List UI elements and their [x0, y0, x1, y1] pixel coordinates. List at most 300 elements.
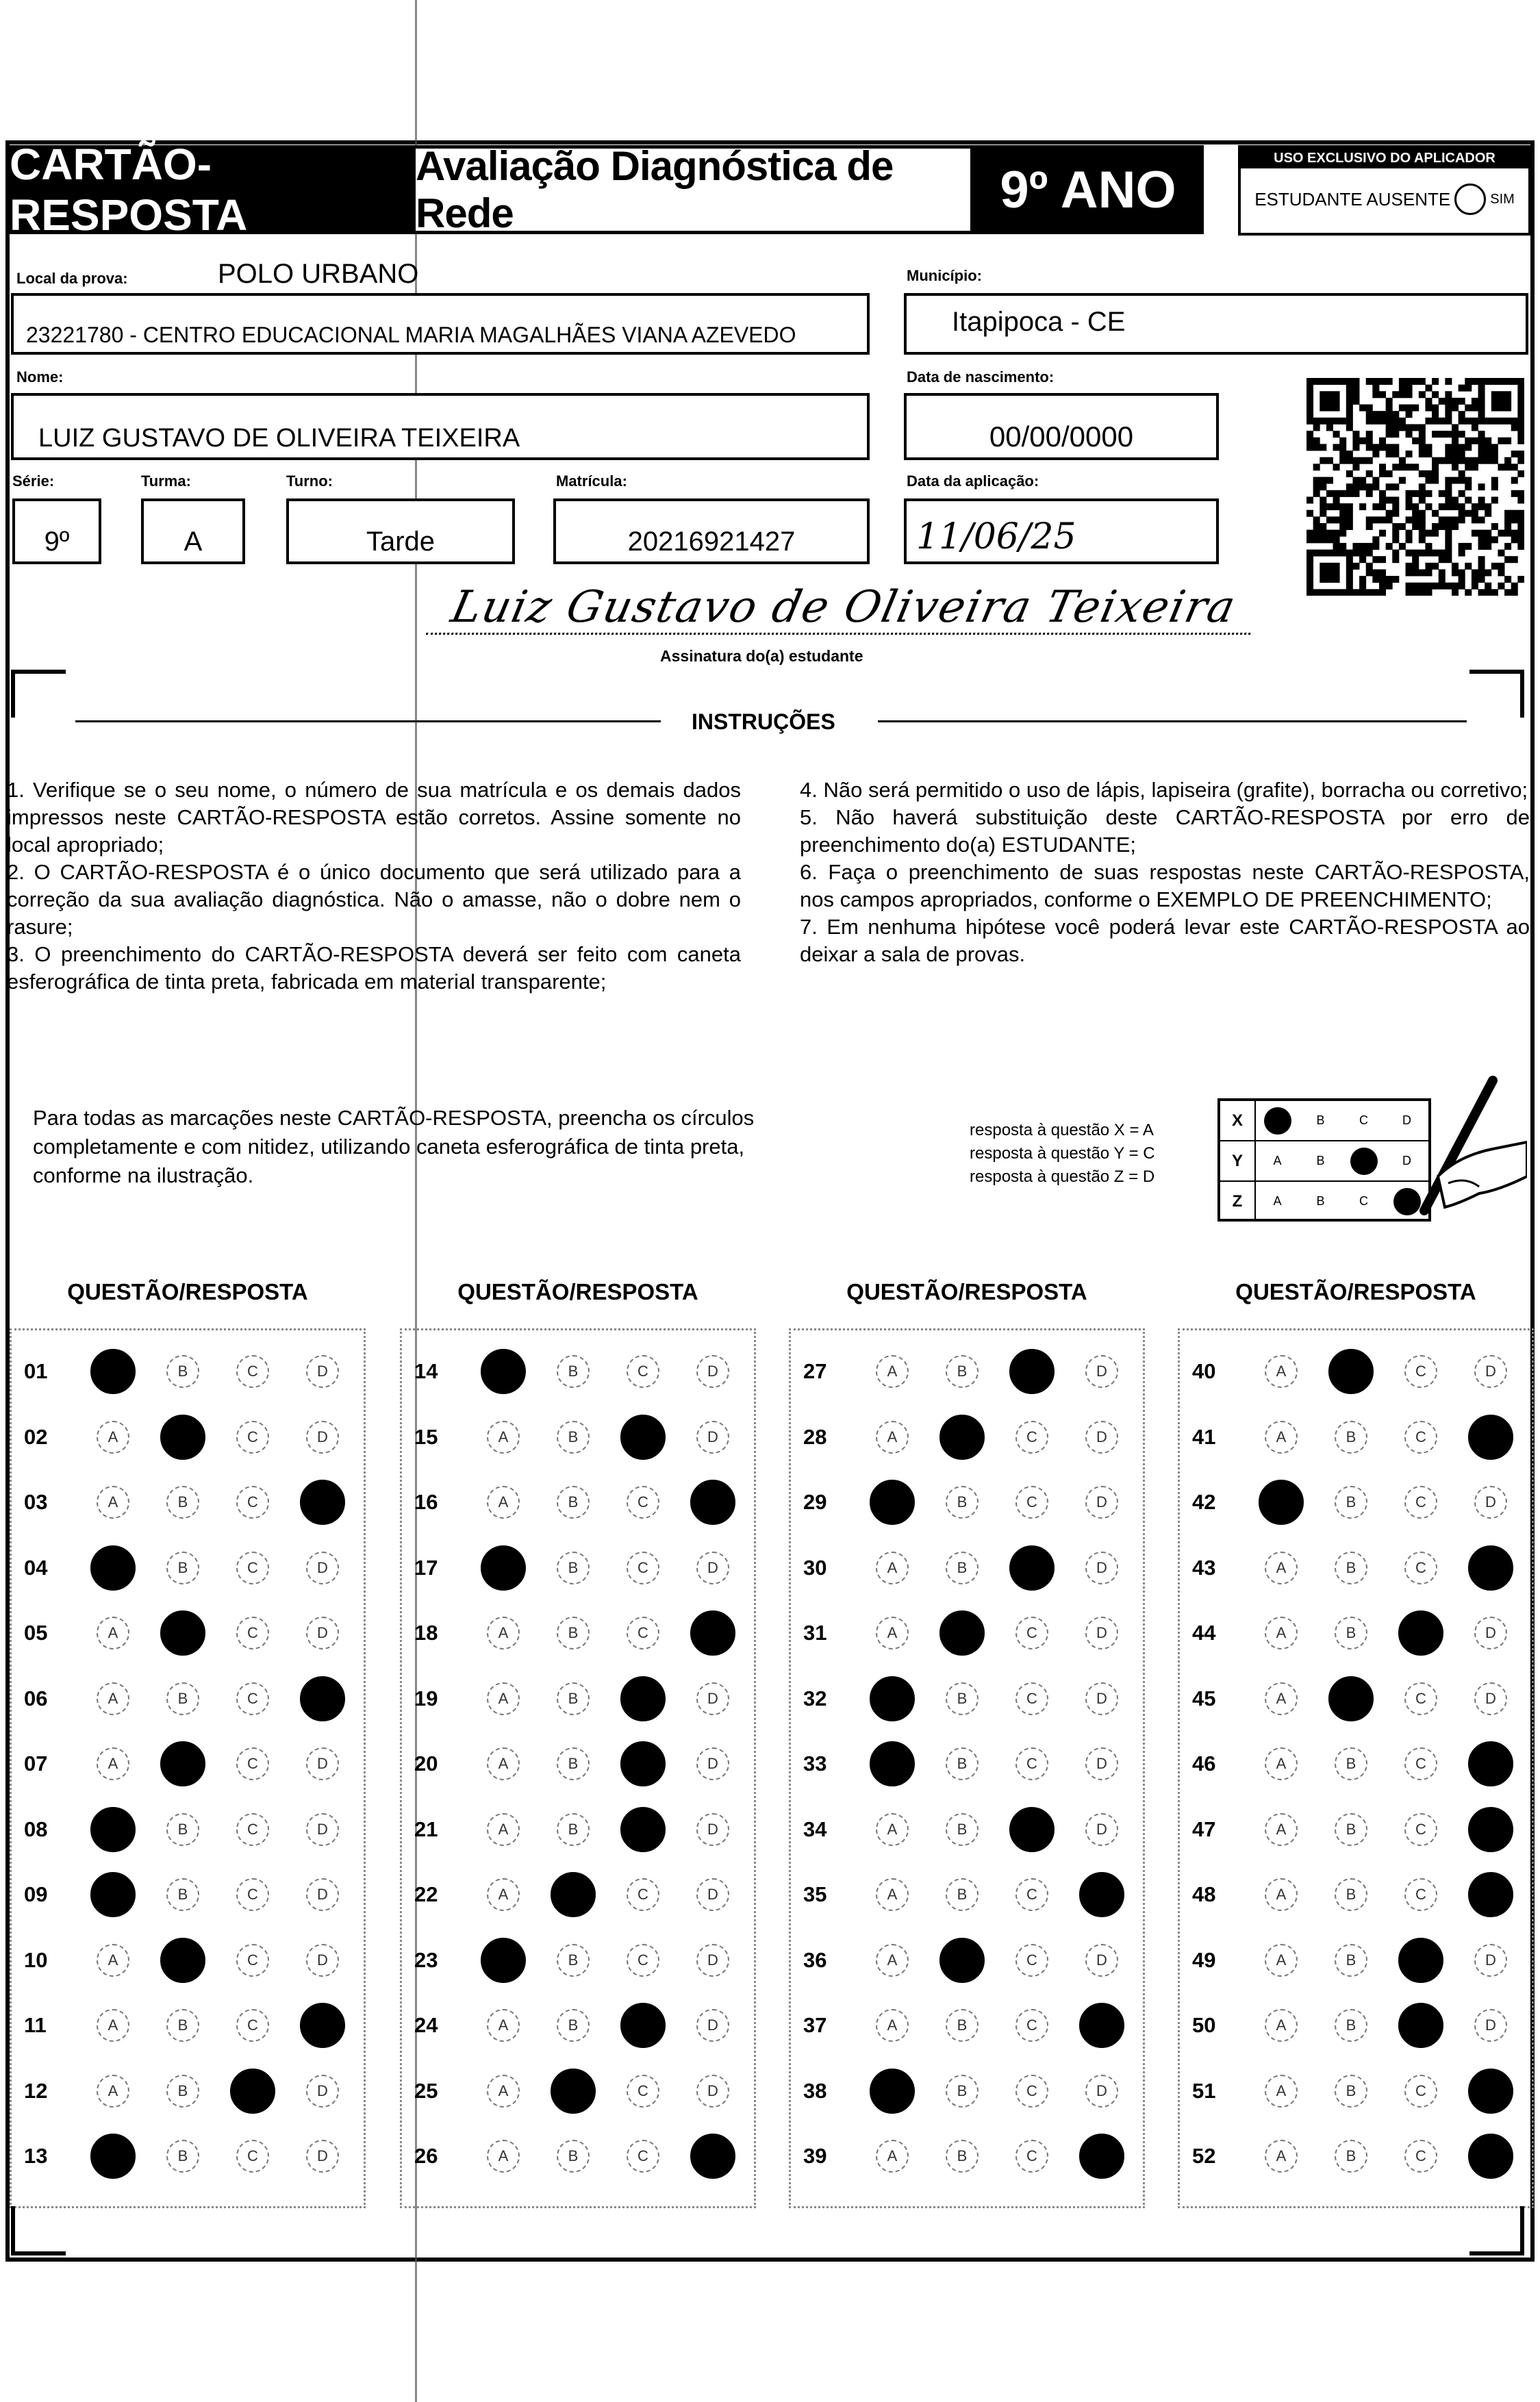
pen-hand-icon — [1397, 1074, 1527, 1231]
answer-bubble-d[interactable]: D — [1085, 1944, 1118, 1977]
answer-bubble-a[interactable]: A — [487, 2009, 520, 2042]
answer-bubble-a[interactable]: A — [487, 1813, 520, 1846]
answer-bubble-c[interactable]: C — [1404, 1682, 1437, 1715]
answer-bubble-d[interactable]: D — [1085, 1617, 1118, 1649]
answer-bubble-a[interactable]: A — [97, 1682, 129, 1715]
instruction-item: 3. O preenchimento do CARTÃO-RESPOSTA deverá ser feito com caneta esferográfica de tinta preta, fabricada em material transparente; — [7, 942, 741, 994]
answer-bubble-d[interactable]: D — [1085, 1682, 1118, 1715]
answer-bubble-b[interactable]: B — [1335, 1617, 1367, 1649]
answer-bubble-b[interactable]: B — [1335, 1486, 1367, 1519]
answer-bubble-a[interactable]: A — [876, 1878, 909, 1911]
answer-bubble-d[interactable]: D — [1085, 1355, 1118, 1388]
answer-bubble-c[interactable]: C — [236, 1944, 269, 1977]
answer-bubble-d[interactable]: D — [696, 1552, 729, 1584]
answer-bubble-c[interactable] — [1398, 1938, 1443, 1983]
answer-bubble-c[interactable]: C — [236, 2140, 269, 2173]
answer-row — [12, 1410, 364, 1465]
answer-bubble-d[interactable] — [1468, 1807, 1513, 1852]
turma-label: Turma: — [141, 472, 191, 490]
answer-bubble-b[interactable]: B — [946, 1682, 979, 1715]
answer-bubble-d[interactable]: D — [1474, 1617, 1507, 1649]
answer-bubble-d[interactable]: D — [696, 1682, 729, 1715]
answer-bubble-a[interactable] — [481, 1938, 526, 1983]
answer-bubble-b[interactable] — [160, 1938, 205, 1983]
answer-bubble-d[interactable]: D — [306, 1813, 339, 1846]
municipio-label: Município: — [907, 267, 982, 284]
answer-bubble-b[interactable] — [1328, 1676, 1374, 1721]
answer-bubble-d[interactable] — [300, 1676, 345, 1721]
answer-bubble-b[interactable]: B — [557, 1747, 590, 1780]
applicator-only-label: USO EXCLUSIVO DO APLICADOR — [1241, 148, 1528, 168]
answer-bubble-d[interactable] — [690, 1610, 735, 1656]
answer-bubble-c[interactable] — [1009, 1349, 1055, 1394]
answer-bubble-b[interactable]: B — [1335, 1421, 1367, 1454]
answer-bubble-b[interactable]: B — [557, 2140, 590, 2173]
example-bubble: D — [1402, 1154, 1411, 1167]
answer-bubble-c[interactable]: C — [1404, 1486, 1437, 1519]
answer-row — [1180, 1671, 1532, 1726]
answer-bubble-c[interactable]: C — [1404, 2075, 1437, 2108]
answer-bubble-d[interactable]: D — [306, 1552, 339, 1584]
answer-bubble-d[interactable]: D — [1474, 1944, 1507, 1977]
answer-bubble-a[interactable] — [870, 1676, 915, 1721]
answer-bubble-a[interactable]: A — [97, 2009, 129, 2042]
answer-bubble-b[interactable]: B — [1335, 1878, 1367, 1911]
answer-row — [791, 1606, 1143, 1660]
answer-bubble-d[interactable]: D — [1085, 1421, 1118, 1454]
question-number: 25 — [414, 2078, 438, 2103]
answer-bubble-c[interactable] — [620, 1807, 666, 1852]
answer-bubble-b[interactable]: B — [557, 1486, 590, 1519]
answer-bubble-d[interactable]: D — [696, 1878, 729, 1911]
question-number: 10 — [24, 1947, 48, 1972]
answer-bubble-c[interactable]: C — [236, 1486, 269, 1519]
answer-bubble-b[interactable] — [160, 1415, 205, 1460]
answer-bubble-c[interactable]: C — [627, 1355, 659, 1388]
answer-bubble-d[interactable]: D — [306, 1421, 339, 1454]
answer-bubble-c[interactable]: C — [1015, 1878, 1048, 1911]
answer-bubble-c[interactable] — [1009, 1545, 1055, 1591]
answer-bubble-a[interactable]: A — [1265, 1421, 1298, 1454]
answer-bubble-a[interactable]: A — [97, 1617, 129, 1649]
answer-bubble-a[interactable] — [90, 1872, 136, 1917]
question-number: 13 — [24, 2144, 48, 2168]
answer-bubble-a[interactable]: A — [487, 1617, 520, 1649]
answer-bubble-b[interactable] — [939, 1610, 985, 1656]
answer-row — [1180, 1344, 1532, 1399]
answer-bubble-d[interactable] — [300, 2003, 345, 2048]
answer-bubble-c[interactable]: C — [627, 1552, 659, 1584]
answer-row — [402, 1736, 754, 1791]
answer-bubble-a[interactable]: A — [876, 2009, 909, 2042]
question-number: 23 — [414, 1947, 438, 1972]
answer-bubble-c[interactable]: C — [236, 1355, 269, 1388]
answer-bubble-a[interactable]: A — [876, 1421, 909, 1454]
answer-bubble-d[interactable] — [1468, 1415, 1513, 1460]
answer-bubble-d[interactable] — [1079, 2134, 1124, 2179]
answer-bubble-b[interactable]: B — [946, 1878, 979, 1911]
answer-bubble-b[interactable]: B — [1335, 1944, 1367, 1977]
answer-bubble-c[interactable]: C — [236, 2009, 269, 2042]
answer-bubble-d[interactable]: D — [696, 1944, 729, 1977]
answer-bubble-d[interactable]: D — [306, 1355, 339, 1388]
answer-bubble-b[interactable]: B — [557, 2009, 590, 2042]
question-number: 05 — [24, 1621, 48, 1645]
example-bubble: C — [1359, 1194, 1368, 1208]
answer-row — [402, 2064, 754, 2119]
example-bubble — [1264, 1107, 1291, 1135]
answer-bubble-b[interactable]: B — [946, 2009, 979, 2042]
local-value: POLO URBANO — [218, 259, 419, 289]
answer-bubble-a[interactable]: A — [487, 1878, 520, 1911]
nome-field — [11, 393, 870, 460]
answer-bubble-a[interactable]: A — [97, 2075, 129, 2108]
answer-bubble-b[interactable]: B — [166, 2075, 199, 2108]
answer-bubble-c[interactable]: C — [1404, 1421, 1437, 1454]
answer-bubble-d[interactable]: D — [306, 1617, 339, 1649]
answer-bubble-b[interactable] — [939, 1415, 985, 1460]
answer-bubble-c[interactable]: C — [236, 1747, 269, 1780]
answer-bubble-b[interactable]: B — [557, 1421, 590, 1454]
answer-bubble-d[interactable]: D — [1474, 2009, 1507, 2042]
answer-bubble-b[interactable]: B — [1335, 2075, 1367, 2108]
answer-bubble-d[interactable]: D — [306, 1944, 339, 1977]
answer-bubble-d[interactable] — [1079, 2003, 1124, 2048]
serie-value: 9º — [44, 527, 70, 557]
answer-bubble-d[interactable] — [300, 1480, 345, 1525]
answer-bubble-c[interactable]: C — [1015, 2009, 1048, 2042]
card-title: CARTÃO-RESPOSTA — [10, 145, 414, 234]
question-number: 30 — [803, 1555, 827, 1580]
question-number: 43 — [1192, 1555, 1216, 1580]
answer-bubble-c[interactable]: C — [1015, 1421, 1048, 1454]
answer-bubble-d[interactable] — [1468, 1872, 1513, 1917]
answer-bubble-d[interactable] — [1468, 2069, 1513, 2114]
school-field — [11, 293, 870, 355]
question-number: 09 — [24, 1882, 48, 1906]
answer-row — [791, 1410, 1143, 1465]
answer-bubble-c[interactable]: C — [1404, 1747, 1437, 1780]
answer-bubble-b[interactable]: B — [557, 1682, 590, 1715]
answer-bubble-c[interactable] — [620, 1415, 666, 1460]
answer-bubble-b[interactable]: B — [946, 2140, 979, 2173]
answer-bubble-c[interactable]: C — [1015, 1486, 1048, 1519]
answer-bubble-d[interactable]: D — [696, 1747, 729, 1780]
answer-bubble-d[interactable]: D — [1085, 1552, 1118, 1584]
column-header: QUESTÃO/RESPOSTA — [1235, 1279, 1476, 1304]
answer-bubble-b[interactable] — [551, 1872, 596, 1917]
answer-row — [1180, 1541, 1532, 1595]
answer-bubble-b[interactable]: B — [946, 1355, 979, 1388]
question-number: 33 — [803, 1752, 827, 1775]
answer-bubble-c[interactable]: C — [1404, 2140, 1437, 2173]
example-bubble: D — [1402, 1113, 1411, 1127]
question-number: 03 — [24, 1490, 48, 1514]
answer-bubble-c[interactable]: C — [627, 1486, 659, 1519]
question-number: 18 — [414, 1621, 438, 1645]
answer-bubble-a[interactable] — [90, 2134, 136, 2179]
answer-bubble-b[interactable]: B — [1335, 2140, 1367, 2173]
answer-bubble-b[interactable]: B — [166, 1878, 199, 1911]
answer-bubble-c[interactable]: C — [236, 1682, 269, 1715]
answer-bubble-c[interactable]: C — [236, 1552, 269, 1584]
answer-bubble-c[interactable]: C — [1015, 1682, 1048, 1715]
answer-bubble-a[interactable]: A — [1265, 1552, 1298, 1584]
example-bubble: B — [1316, 1113, 1325, 1127]
question-number: 02 — [24, 1424, 48, 1449]
absent-checkbox[interactable] — [1454, 184, 1486, 215]
answer-bubble-c[interactable]: C — [1404, 1552, 1437, 1584]
answer-bubble-d[interactable]: D — [696, 1813, 729, 1846]
answer-bubble-a[interactable]: A — [1265, 1813, 1298, 1846]
answer-bubble-c[interactable]: C — [1404, 1813, 1437, 1846]
answer-bubble-b[interactable] — [160, 1741, 205, 1786]
answer-bubble-b[interactable]: B — [166, 1813, 199, 1846]
answer-bubble-b[interactable]: B — [946, 1552, 979, 1584]
answer-bubble-c[interactable]: C — [236, 1421, 269, 1454]
answer-bubble-b[interactable]: B — [946, 1813, 979, 1846]
answer-bubble-a[interactable]: A — [97, 1944, 129, 1977]
answer-bubble-c[interactable]: C — [236, 1878, 269, 1911]
answer-bubble-d[interactable]: D — [696, 1355, 729, 1388]
example-bubble: A — [1273, 1154, 1282, 1167]
question-number: 39 — [803, 2144, 827, 2168]
answer-bubble-b[interactable]: B — [166, 1486, 199, 1519]
answer-bubble-b[interactable] — [939, 1938, 985, 1983]
answer-bubble-a[interactable]: A — [487, 1682, 520, 1715]
column-header: QUESTÃO/RESPOSTA — [67, 1279, 308, 1304]
answer-bubble-a[interactable]: A — [487, 2140, 520, 2173]
answer-bubble-b[interactable]: B — [1335, 1813, 1367, 1846]
question-number: 29 — [803, 1490, 827, 1514]
answer-row — [402, 1867, 754, 1922]
local-label: Local da prova: — [16, 270, 128, 287]
answer-row — [1180, 1736, 1532, 1791]
answer-bubble-a[interactable] — [90, 1545, 136, 1591]
answer-bubble-a[interactable] — [90, 1349, 136, 1394]
instructions-title: INSTRUÇÕES — [692, 709, 835, 734]
answer-bubble-c[interactable] — [620, 1741, 666, 1786]
answer-row — [1180, 1802, 1532, 1857]
answer-bubble-a[interactable]: A — [1265, 1617, 1298, 1649]
nome-value: LUIZ GUSTAVO DE OLIVEIRA TEIXEIRA — [38, 424, 520, 453]
instruction-item: 2. O CARTÃO-RESPOSTA é o único documento que será utilizado para a correção da sua avaliação diagnóstica. Não o amasse, não o dobre nem o rasure; — [7, 860, 741, 939]
answer-bubble-d[interactable] — [1468, 1545, 1513, 1591]
answer-bubble-a[interactable] — [870, 2069, 915, 2114]
answer-bubble-c[interactable]: C — [627, 2140, 659, 2173]
question-number: 27 — [803, 1359, 827, 1383]
answer-bubble-d[interactable] — [690, 2134, 735, 2179]
question-number: 07 — [24, 1752, 48, 1775]
answer-bubble-d[interactable]: D — [1085, 1486, 1118, 1519]
answer-bubble-d[interactable] — [1468, 1741, 1513, 1786]
answer-bubble-b[interactable]: B — [166, 1552, 199, 1584]
answer-bubble-a[interactable]: A — [1265, 1944, 1298, 1977]
answer-bubble-c[interactable] — [230, 2069, 275, 2114]
answer-bubble-c[interactable]: C — [1015, 1617, 1048, 1649]
answer-bubble-a[interactable]: A — [876, 1944, 909, 1977]
answer-bubble-b[interactable]: B — [557, 1813, 590, 1846]
answer-bubble-d[interactable]: D — [1085, 1813, 1118, 1846]
answer-bubble-a[interactable]: A — [97, 1421, 129, 1454]
corner-mark — [11, 2206, 66, 2255]
answer-bubble-d[interactable]: D — [306, 1878, 339, 1911]
answer-bubble-b[interactable]: B — [557, 1944, 590, 1977]
answer-row — [791, 1736, 1143, 1791]
answer-bubble-b[interactable] — [551, 2069, 596, 2114]
answer-bubble-d[interactable]: D — [1474, 1486, 1507, 1519]
answer-bubble-a[interactable]: A — [1265, 1682, 1298, 1715]
answer-bubble-c[interactable] — [1398, 1610, 1443, 1656]
answer-bubble-b[interactable]: B — [1335, 2009, 1367, 2042]
answer-bubble-b[interactable]: B — [946, 2075, 979, 2108]
answer-bubble-a[interactable]: A — [487, 1421, 520, 1454]
answer-bubble-d[interactable] — [690, 1480, 735, 1525]
answer-bubble-a[interactable]: A — [1265, 1747, 1298, 1780]
question-number: 04 — [24, 1555, 48, 1580]
answer-bubble-a[interactable] — [1259, 1480, 1304, 1525]
answer-bubble-a[interactable]: A — [97, 1486, 129, 1519]
answer-bubble-a[interactable]: A — [1265, 2075, 1298, 2108]
question-number: 49 — [1192, 1947, 1216, 1972]
answer-bubble-a[interactable]: A — [876, 1813, 909, 1846]
answer-bubble-a[interactable]: A — [1265, 2009, 1298, 2042]
answer-bubble-c[interactable]: C — [236, 1813, 269, 1846]
answer-bubble-d[interactable]: D — [1085, 1747, 1118, 1780]
answer-row — [12, 1867, 364, 1922]
answer-bubble-d[interactable]: D — [306, 2140, 339, 2173]
answer-bubble-b[interactable]: B — [946, 1747, 979, 1780]
answer-bubble-a[interactable]: A — [487, 2075, 520, 2108]
answer-bubble-c[interactable]: C — [1015, 1944, 1048, 1977]
question-number: 36 — [803, 1947, 827, 1972]
answer-row — [402, 1802, 754, 1857]
answer-bubble-c[interactable]: C — [236, 1617, 269, 1649]
answer-bubble-c[interactable]: C — [627, 1878, 659, 1911]
example-question: X — [1220, 1101, 1256, 1140]
answer-bubble-a[interactable]: A — [876, 1552, 909, 1584]
answer-bubble-a[interactable]: A — [876, 1617, 909, 1649]
answer-column — [400, 1328, 756, 2208]
answer-bubble-d[interactable]: D — [696, 2009, 729, 2042]
answer-bubble-d[interactable]: D — [306, 1747, 339, 1780]
answer-bubble-c[interactable]: C — [1015, 1747, 1048, 1780]
instructions-right — [800, 776, 1530, 968]
question-number: 16 — [414, 1490, 438, 1514]
question-number: 42 — [1192, 1490, 1216, 1514]
answer-row — [1180, 2064, 1532, 2119]
answer-bubble-a[interactable] — [90, 1807, 136, 1852]
column-header: QUESTÃO/RESPOSTA — [457, 1279, 698, 1304]
example-line: resposta à questão Y = C — [970, 1144, 1155, 1163]
answer-bubble-c[interactable] — [620, 2003, 666, 2048]
corner-mark — [11, 670, 66, 718]
answer-bubble-d[interactable]: D — [1474, 1682, 1507, 1715]
answer-row — [402, 1671, 754, 1726]
signature-label: Assinatura do(a) estudante — [660, 647, 863, 665]
answer-bubble-c[interactable]: C — [627, 1944, 659, 1977]
instruction-item: 1. Verifique se o seu nome, o número de sua matrícula e os demais dados impressos neste CARTÃO-RESPOSTA estão corretos. Assine somente no local apropriado; — [7, 778, 741, 857]
question-number: 47 — [1192, 1817, 1216, 1841]
answer-bubble-a[interactable] — [870, 1480, 915, 1525]
answer-bubble-a[interactable]: A — [487, 1747, 520, 1780]
answer-row — [402, 1344, 754, 1399]
answer-bubble-d[interactable]: D — [306, 2075, 339, 2108]
signature: Luiz Gustavo de Oliveira Teixeira — [426, 582, 1261, 635]
answer-bubble-c[interactable] — [1009, 1807, 1055, 1852]
answer-bubble-c[interactable]: C — [627, 2075, 659, 2108]
answer-bubble-a[interactable]: A — [876, 1355, 909, 1388]
answer-bubble-b[interactable]: B — [166, 1682, 199, 1715]
instruction-item: 5. Não haverá substituição deste CARTÃO-RESPOSTA por erro de preenchimento do(a) ESTUDANTE; — [800, 805, 1530, 857]
answer-bubble-c[interactable] — [1398, 2003, 1443, 2048]
answer-bubble-b[interactable]: B — [557, 1617, 590, 1649]
question-number: 08 — [24, 1817, 48, 1841]
answer-bubble-a[interactable] — [481, 1545, 526, 1591]
question-number: 45 — [1192, 1686, 1216, 1710]
answer-column — [1178, 1328, 1534, 2208]
answer-bubble-a[interactable]: A — [97, 1747, 129, 1780]
answer-bubble-d[interactable] — [1468, 2134, 1513, 2179]
answer-row — [12, 1475, 364, 1530]
answer-bubble-b[interactable]: B — [166, 2140, 199, 2173]
answer-bubble-d[interactable] — [1079, 1872, 1124, 1917]
question-number: 06 — [24, 1686, 48, 1710]
answer-bubble-b[interactable]: B — [557, 1552, 590, 1584]
answer-bubble-a[interactable]: A — [487, 1486, 520, 1519]
answer-bubble-b[interactable]: B — [1335, 1747, 1367, 1780]
answer-bubble-b[interactable]: B — [1335, 1552, 1367, 1584]
answer-bubble-a[interactable] — [870, 1741, 915, 1786]
aplicacao-field — [904, 498, 1219, 564]
answer-row — [1180, 1475, 1532, 1530]
answer-bubble-a[interactable]: A — [876, 2140, 909, 2173]
instruction-item: 6. Faça o preenchimento de suas respostas neste CARTÃO-RESPOSTA, nos campos apropriados, conforme o EXEMPLO DE PREENCHIMENTO; — [800, 860, 1530, 911]
answer-bubble-d[interactable]: D — [1085, 2075, 1118, 2108]
answer-bubble-d[interactable]: D — [696, 2075, 729, 2108]
answer-bubble-c[interactable]: C — [1404, 1878, 1437, 1911]
answer-bubble-b[interactable]: B — [557, 1355, 590, 1388]
answer-bubble-a[interactable]: A — [1265, 1355, 1298, 1388]
question-number: 12 — [24, 2078, 48, 2103]
answer-bubble-a[interactable] — [481, 1349, 526, 1394]
answer-bubble-c[interactable]: C — [627, 1617, 659, 1649]
answer-bubble-c[interactable] — [620, 1676, 666, 1721]
answer-bubble-b[interactable]: B — [946, 1486, 979, 1519]
answer-bubble-b[interactable] — [1328, 1349, 1374, 1394]
answer-row — [791, 1867, 1143, 1922]
answer-bubble-c[interactable]: C — [1404, 1355, 1437, 1388]
answer-bubble-c[interactable]: C — [1015, 2075, 1048, 2108]
answer-bubble-b[interactable]: B — [166, 2009, 199, 2042]
answer-bubble-b[interactable] — [160, 1610, 205, 1656]
answer-bubble-d[interactable]: D — [696, 1421, 729, 1454]
instruction-item: 7. Em nenhuma hipótese você poderá levar este CARTÃO-RESPOSTA ao deixar a sala de provas. — [800, 915, 1530, 966]
answer-bubble-a[interactable]: A — [1265, 2140, 1298, 2173]
answer-row — [12, 2129, 364, 2184]
answer-bubble-a[interactable]: A — [1265, 1878, 1298, 1911]
answer-row — [1180, 2129, 1532, 2184]
answer-row — [1180, 1998, 1532, 2053]
answer-bubble-c[interactable]: C — [1015, 2140, 1048, 2173]
question-number: 48 — [1192, 1882, 1216, 1906]
answer-bubble-d[interactable]: D — [1474, 1355, 1507, 1388]
answer-bubble-b[interactable]: B — [166, 1355, 199, 1388]
corner-mark — [1469, 670, 1524, 718]
answer-row — [791, 1802, 1143, 1857]
municipio-value: Itapipoca - CE — [952, 306, 1126, 337]
answer-row — [1180, 1410, 1532, 1465]
